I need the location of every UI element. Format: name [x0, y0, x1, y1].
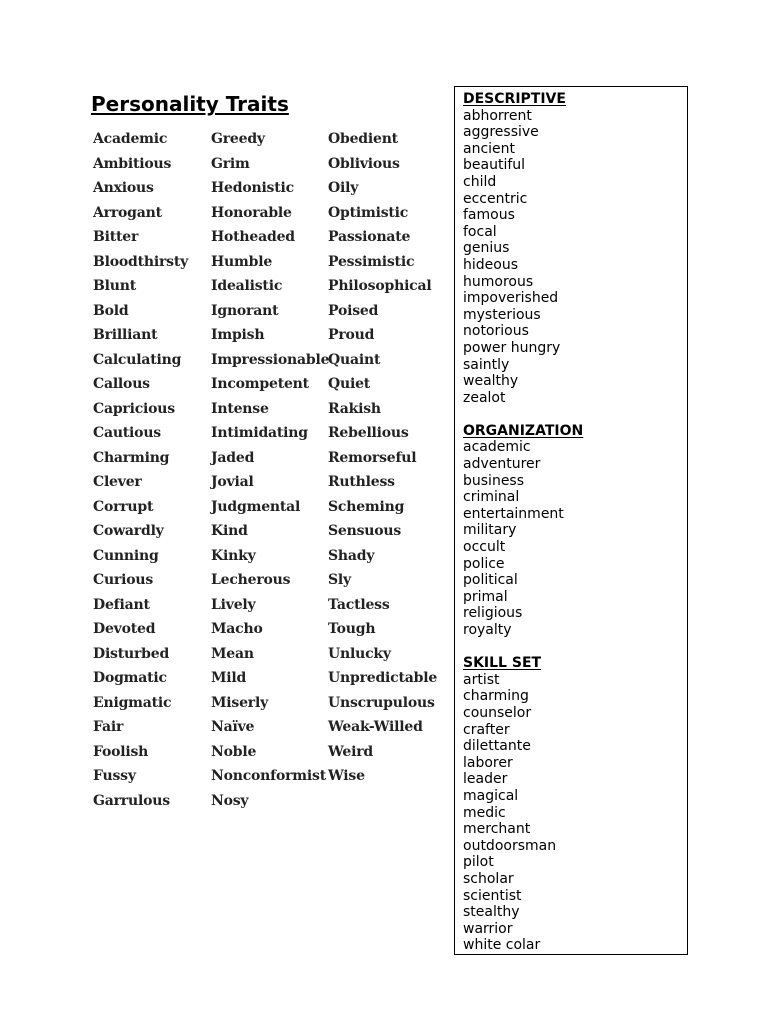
- organization-item: occult: [463, 539, 506, 556]
- descriptive-item: hideous: [463, 256, 518, 273]
- trait-item: Unlucky: [328, 645, 391, 662]
- trait-item: Jaded: [211, 449, 255, 466]
- trait-item: Incompetent: [211, 376, 309, 392]
- skill-set-item: medic: [463, 804, 506, 821]
- trait-item: Oblivious: [328, 155, 400, 172]
- trait-item: Mean: [211, 645, 254, 662]
- categories-box: [454, 86, 688, 955]
- descriptive-item: zealot: [463, 389, 506, 406]
- trait-item: Macho: [211, 621, 263, 637]
- organization-item: academic: [463, 439, 531, 456]
- trait-item: Impish: [211, 327, 265, 343]
- trait-item: Idealistic: [211, 278, 283, 294]
- skill-set-item: merchant: [463, 821, 531, 838]
- organization-item: police: [463, 555, 505, 572]
- trait-item: Remorseful: [328, 449, 417, 466]
- descriptive-section: [463, 91, 687, 406]
- trait-item: Weak-Willed: [328, 719, 423, 735]
- descriptive-item: famous: [463, 207, 515, 224]
- trait-item: Sly: [328, 572, 351, 588]
- descriptive-item: saintly: [463, 356, 510, 373]
- organization-item: religious: [463, 605, 523, 622]
- skill-set-item: pilot: [463, 854, 494, 871]
- skill-set-item: crafter: [463, 721, 510, 738]
- trait-item: Charming: [93, 449, 170, 466]
- trait-item: Hedonistic: [211, 180, 294, 196]
- trait-item: Passionate: [328, 229, 411, 245]
- skill-set-item: artist: [463, 671, 500, 688]
- trait-item: Nosy: [211, 792, 249, 809]
- trait-item: Nonconformist: [211, 768, 326, 784]
- traits-column-3: [328, 127, 437, 789]
- skill-set-item: dilettante: [463, 738, 531, 755]
- descriptive-item: eccentric: [463, 190, 528, 207]
- trait-item: Capricious: [93, 400, 175, 417]
- descriptive-item: abhorrent: [463, 107, 532, 124]
- skill-set-item: magical: [463, 787, 519, 804]
- traits-column-2: [211, 127, 329, 813]
- trait-item: Cunning: [93, 547, 159, 564]
- trait-item: Corrupt: [93, 498, 154, 515]
- skill-set-item: counselor: [463, 704, 532, 721]
- trait-item: Greedy: [211, 131, 265, 147]
- trait-item: Quiet: [328, 376, 371, 392]
- descriptive-item: impoverished: [463, 290, 559, 307]
- trait-item: Dogmatic: [93, 670, 167, 686]
- organization-item: criminal: [463, 489, 520, 506]
- trait-item: Intense: [211, 400, 269, 417]
- descriptive-heading: DESCRIPTIVE: [463, 91, 566, 107]
- trait-item: Kind: [211, 523, 248, 539]
- organization-item: primal: [463, 588, 508, 605]
- organization-item: royalty: [463, 622, 512, 638]
- skill-set-item: stealthy: [463, 904, 520, 921]
- trait-item: Hotheaded: [211, 229, 295, 245]
- skill-set-list: [463, 672, 687, 954]
- trait-item: Miserly: [211, 694, 269, 711]
- skill-set-item: leader: [463, 771, 508, 788]
- descriptive-list: [463, 108, 687, 407]
- skill-set-item: charming: [463, 688, 529, 705]
- trait-item: Arrogant: [93, 204, 162, 221]
- trait-item: Unpredictable: [328, 670, 438, 686]
- trait-item: Wise: [328, 768, 365, 784]
- trait-item: Academic: [93, 131, 168, 147]
- organization-list: [463, 439, 687, 638]
- skill-set-item: outdoorsman: [463, 837, 557, 854]
- skill-set-item: laborer: [463, 754, 513, 771]
- trait-item: Brilliant: [93, 327, 158, 343]
- trait-item: Scheming: [328, 498, 405, 515]
- trait-item: Weird: [328, 743, 373, 760]
- trait-item: Blunt: [93, 278, 136, 294]
- trait-item: Intimidating: [211, 425, 308, 441]
- trait-item: Optimistic: [328, 204, 409, 221]
- trait-item: Fussy: [93, 768, 136, 784]
- trait-item: Cautious: [93, 425, 161, 441]
- descriptive-item: wealthy: [463, 373, 519, 390]
- trait-item: Quaint: [328, 351, 381, 368]
- trait-item: Anxious: [93, 180, 154, 196]
- trait-item: Humble: [211, 253, 273, 270]
- skill-set-item: scientist: [463, 887, 522, 904]
- organization-section: [463, 423, 687, 639]
- descriptive-item: notorious: [463, 323, 529, 340]
- trait-item: Oily: [328, 180, 359, 196]
- skill-set-heading: SKILL SET: [463, 655, 542, 672]
- trait-item: Grim: [211, 155, 250, 172]
- trait-item: Ambitious: [93, 155, 172, 172]
- descriptive-item: aggressive: [463, 124, 539, 141]
- trait-item: Impressionable: [211, 351, 330, 368]
- trait-item: Devoted: [93, 621, 156, 637]
- trait-item: Philosophical: [328, 278, 432, 294]
- trait-item: Bloodthirsty: [93, 253, 189, 270]
- trait-item: Pessimistic: [328, 253, 415, 270]
- trait-item: Callous: [93, 376, 150, 392]
- trait-item: Unscrupulous: [328, 694, 435, 711]
- organization-item: political: [463, 572, 518, 589]
- descriptive-item: genius: [463, 240, 510, 257]
- trait-item: Naïve: [211, 719, 255, 735]
- organization-item: entertainment: [463, 505, 564, 522]
- trait-item: Kinky: [211, 547, 256, 564]
- trait-item: Ignorant: [211, 302, 279, 319]
- organization-item: adventurer: [463, 456, 541, 473]
- descriptive-item: humorous: [463, 273, 534, 290]
- skill-set-item: warrior: [463, 920, 513, 937]
- trait-item: Curious: [93, 572, 154, 588]
- descriptive-item: beautiful: [463, 157, 526, 174]
- page-title: Personality Traits: [91, 92, 289, 116]
- trait-item: Bold: [93, 302, 129, 319]
- trait-item: Proud: [328, 327, 375, 343]
- descriptive-item: focal: [463, 223, 497, 240]
- skill-set-item: white colar: [463, 937, 541, 954]
- trait-item: Foolish: [93, 743, 149, 760]
- descriptive-item: ancient: [463, 140, 516, 157]
- trait-item: Noble: [211, 743, 257, 760]
- trait-item: Rakish: [328, 400, 381, 417]
- trait-item: Judgmental: [211, 498, 301, 515]
- trait-item: Jovial: [211, 474, 254, 490]
- skill-set-section: [463, 655, 687, 954]
- trait-item: Poised: [328, 302, 379, 319]
- organization-item: business: [463, 472, 525, 489]
- trait-item: Calculating: [93, 351, 182, 368]
- trait-item: Disturbed: [93, 645, 170, 662]
- descriptive-item: child: [463, 173, 497, 190]
- trait-item: Tough: [328, 621, 376, 637]
- skill-set-item: scholar: [463, 870, 514, 887]
- descriptive-item: mysterious: [463, 306, 541, 323]
- trait-item: Defiant: [93, 596, 150, 613]
- trait-item: Garrulous: [93, 792, 170, 809]
- trait-item: Fair: [93, 719, 124, 735]
- trait-item: Sensuous: [328, 523, 402, 539]
- trait-item: Lively: [211, 596, 256, 613]
- organization-heading: ORGANIZATION: [463, 422, 584, 439]
- trait-item: Tactless: [328, 596, 390, 613]
- trait-item: Shady: [328, 547, 375, 564]
- trait-item: Cowardly: [93, 523, 164, 539]
- trait-item: Lecherous: [211, 572, 291, 588]
- trait-item: Rebellious: [328, 425, 409, 441]
- descriptive-item: power hungry: [463, 339, 561, 356]
- trait-item: Enigmatic: [93, 694, 172, 711]
- organization-item: military: [463, 522, 517, 539]
- trait-item: Obedient: [328, 131, 398, 147]
- trait-item: Clever: [93, 474, 142, 490]
- trait-item: Bitter: [93, 229, 139, 245]
- traits-column-1: [93, 127, 188, 813]
- trait-item: Mild: [211, 670, 247, 686]
- trait-item: Ruthless: [328, 474, 395, 490]
- trait-item: Honorable: [211, 204, 292, 221]
